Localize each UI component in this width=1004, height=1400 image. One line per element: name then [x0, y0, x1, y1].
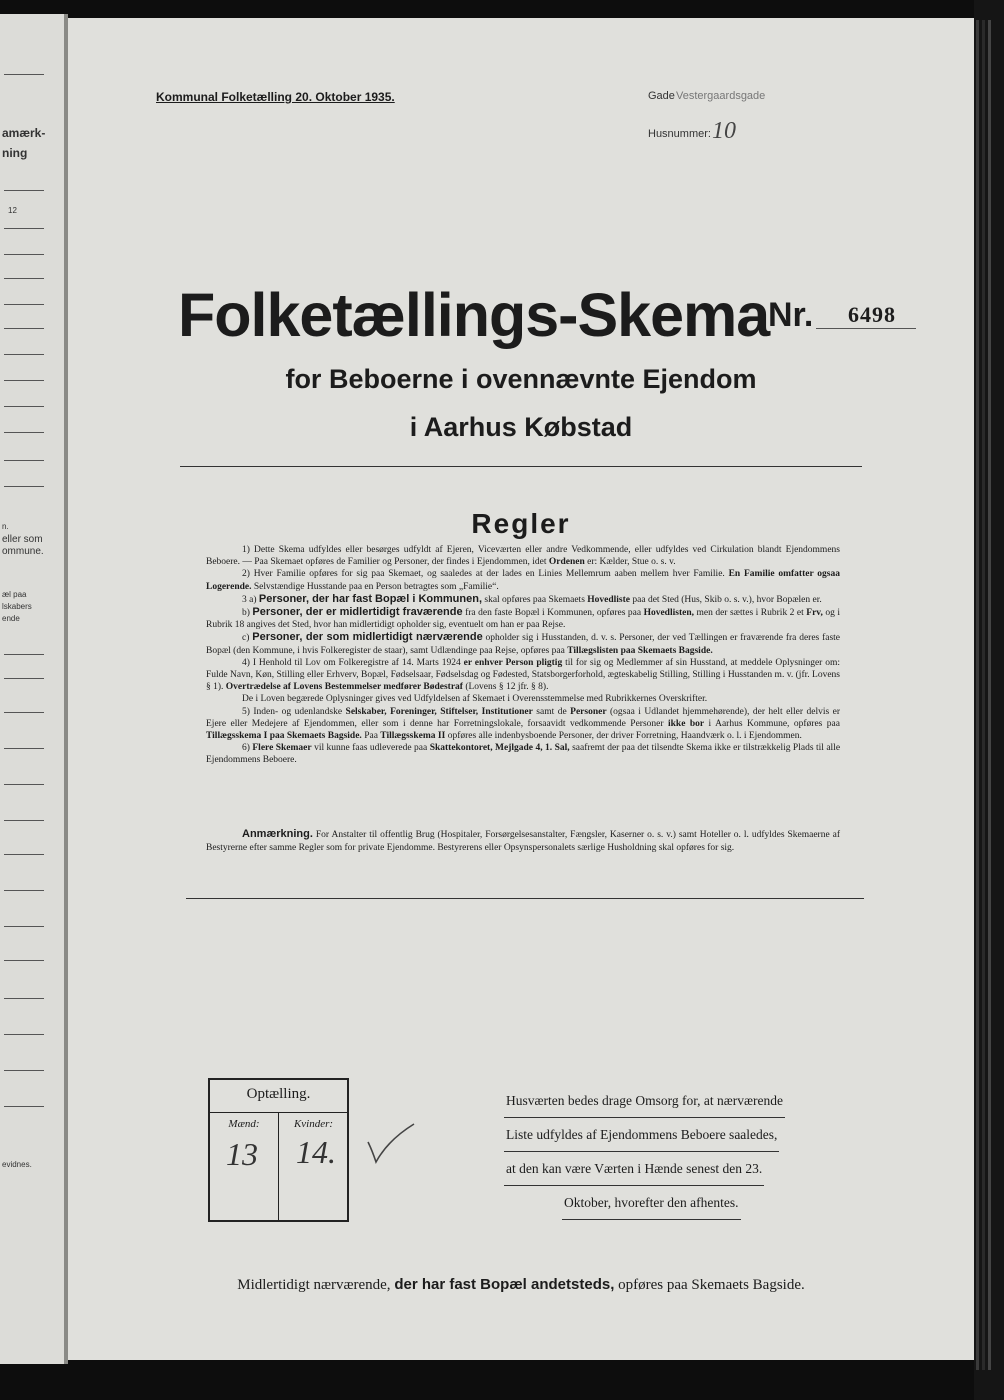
rule-6: [206, 742, 840, 766]
rule-text: b): [242, 608, 250, 619]
left-page-fragment: [0, 14, 64, 1364]
book-edge: [974, 0, 1004, 1400]
rule-text: i Aarhus Kommune, opføres paa: [708, 718, 840, 729]
rule-text: (Lovens § 12 jfr. § 8).: [465, 682, 549, 693]
rule-line: [4, 432, 44, 433]
rule-line: [4, 1034, 44, 1035]
fragment-text: æl paa: [2, 590, 27, 599]
rule-2: [206, 568, 840, 592]
box-divider: [278, 1112, 279, 1220]
rule-text: opføres alle indenbysboende Personer, der driver Forretning, Haandværk o. l. i Ejendommen.: [447, 731, 802, 742]
rule-text: skal opføres paa Skemaets: [484, 594, 585, 605]
rule-text: er: Kælder, Stue o. s. v.: [587, 557, 676, 568]
rule-4: [206, 657, 840, 694]
husnummer-value: 10: [712, 118, 736, 144]
rule-line: [4, 854, 44, 855]
rule-text: De i Loven begærede Oplysninger gives ved Udfyldelsen af Skemaet i Overensstemmelse med Rubrikkernes Overskrifter.: [242, 694, 708, 705]
rule-text: Selvstændige Husstande paa en Person betragtes som „Familie“.: [253, 581, 499, 592]
rule-text-bold: Skattekontoret, Mejlgade 4, 1. Sal,: [429, 743, 570, 754]
rule-5: [206, 706, 840, 743]
footer-text: opføres paa Skemaets Bagside.: [618, 1277, 805, 1293]
notice-line: Husværten bedes drage Omsorg for, at nærværende: [504, 1084, 785, 1118]
rule-1: [206, 544, 840, 568]
rule-text: 3 a): [242, 594, 257, 605]
subtitle-aarhus: i Aarhus Købstad: [409, 412, 633, 442]
rule-line: [4, 820, 44, 821]
fragment-text: ende: [2, 614, 20, 623]
rule-text: Paa: [364, 731, 378, 742]
fragment-text: evidnes.: [2, 1160, 32, 1169]
rule-text-bold: Tillægsskema II: [380, 731, 446, 742]
rule-text: opholder sig i Husstanden, d. v. s. Personer, der ved Tællingen er fraværende fra deres faste Bopæl (den Kommune, i hvis Folkeregister de staar), samt Udlændinge paa Rejse, opføres paa: [206, 633, 841, 656]
rule-line: [4, 380, 44, 381]
rule-text: (ogsaa i Udlandet hjemmehørende), der helt eller delvis er Ejere eller Medejere af Ejendommen, eller som i denne har Forretningslokale, forsaavidt vedkommende Personer: [206, 706, 841, 729]
gade-label: Gade: [648, 90, 675, 102]
subtitle-beboere: for Beboerne i ovennævnte Ejendom: [285, 364, 757, 394]
kvinder-count: 14.: [296, 1134, 336, 1170]
rule-text-bold: Personer, der er midlertidigt fraværende: [252, 606, 463, 619]
rule-text: c): [242, 633, 250, 644]
notice-line: Liste udfyldes af Ejendommens Beboere saaledes,: [504, 1118, 779, 1152]
rule-text-bold: Flere Skemaer: [252, 743, 312, 754]
census-header: Kommunal Folketælling 20. Oktober 1935.: [156, 90, 395, 104]
rule-line: [4, 1070, 44, 1071]
rule-line: [4, 678, 44, 679]
maend-label: Mænd:: [228, 1118, 260, 1130]
checkmark-icon: [366, 1120, 418, 1166]
fragment-text: n.: [2, 522, 9, 531]
page-title: Folketællings-Skema: [178, 281, 770, 349]
fragment-text: lskabers: [2, 602, 32, 611]
rule-text: 6): [242, 743, 250, 754]
footer-note: [68, 1276, 974, 1294]
rule-text-bold: Tillægsskema I paa Skemaets Bagside.: [206, 731, 362, 742]
rule-line: [4, 190, 44, 191]
rule-text: men der sættes i Rubrik 2 et: [696, 608, 804, 619]
rule-text-bold: En Familie omfatter ogsaa Logerende.: [206, 569, 840, 592]
rule-text: 2) Hver Familie opføres for sig paa Skemaet, og saaledes at der lades en Linies Mellemrum aaben mellem hver Familie.: [242, 569, 725, 580]
rule-4b: [206, 693, 840, 705]
rule-3a: [206, 593, 840, 606]
rule-text: fra den faste Bopæl i Kommunen, opføres paa: [465, 608, 642, 619]
rule-text-bold: Personer: [570, 706, 607, 717]
notice-line: Oktober, hvorefter den afhentes.: [562, 1186, 741, 1220]
rule-text: vil kunne faas udleverede paa: [314, 743, 428, 754]
rule-line: [4, 654, 44, 655]
rule-line: [4, 254, 44, 255]
maend-count: 13: [226, 1136, 258, 1172]
rule-text-bold: Hovedlisten,: [643, 608, 694, 619]
rule-line: [4, 998, 44, 999]
divider: [180, 466, 862, 467]
rule-text: og i Rubrik 18 angives det Sted, hvor han midlertidigt opholder sig, eventuelt om han er paa Rejse.: [206, 608, 841, 631]
rule-text: saafremt der paa det tilsendte Skema ikke er tilstrækkelig Plads til alle Ejendommens Beboere.: [206, 743, 841, 766]
fragment-text: eller som: [2, 534, 43, 545]
rule-line: [4, 486, 44, 487]
rule-line: [4, 74, 44, 75]
rule-3b: [206, 606, 840, 631]
nr-underline: [816, 328, 916, 329]
optaelling-title: Optælling.: [246, 1086, 311, 1102]
kvinder-label: Kvinder:: [293, 1118, 334, 1130]
rule-line: [4, 460, 44, 461]
rule-line: [4, 278, 44, 279]
fragment-text: ommune.: [2, 546, 44, 557]
rule-line: [4, 328, 44, 329]
fragment-text: ning: [2, 146, 28, 160]
rule-line: [4, 890, 44, 891]
divider: [186, 898, 864, 899]
rule-text-bold: Ordenen: [548, 557, 585, 568]
anmaerkning-note: [206, 828, 840, 854]
rule-text: samt de: [536, 706, 567, 717]
rule-text-bold: Frv,: [806, 608, 823, 619]
notice-line: at den kan være Værten i Hænde senest den 23.: [504, 1152, 764, 1186]
rule-line: [4, 784, 44, 785]
edge-strip: [982, 20, 985, 1370]
rule-line: [4, 748, 44, 749]
rule-text-bold: Overtrædelse af Lovens Bestemmelser medfører Bødestraf: [225, 682, 463, 693]
rule-text-bold: er enhver Person pligtig: [463, 657, 563, 668]
edge-strip: [988, 20, 991, 1370]
optaelling-box: [208, 1078, 349, 1222]
footer-text: Midlertidigt nærværende,: [237, 1277, 391, 1293]
rule-line: [4, 228, 44, 229]
rule-line: [4, 406, 44, 407]
husnummer-label: Husnummer:: [648, 128, 711, 140]
census-form-page: [68, 18, 974, 1360]
rule-text: 4) I Henhold til Lov om Folkeregistre af 14. Marts 1924: [242, 657, 461, 668]
rule-text-bold: ikke bor: [667, 718, 705, 729]
fragment-text: 12: [8, 206, 17, 215]
rule-text-bold: Tillægslisten paa Skemaets Bagside.: [567, 645, 713, 656]
rule-text-bold: Personer, der som midlertidigt nærværende: [252, 631, 483, 644]
rule-line: [4, 926, 44, 927]
rule-line: [4, 354, 44, 355]
rule-text: 1) Dette Skema udfyldes eller besørges udfyldt af Ejeren, Viceværten eller andre Vedkommende, eller udfyldes ved Cirkulation blandt Ejendommens Beboere. — Paa Skemaet opføres de Familier og Personer, der findes i Ejendommen, idet: [206, 545, 840, 568]
regler-heading: Regler: [471, 508, 571, 539]
anmaerkning-text: For Anstalter til offentlig Brug (Hospitaler, Forsørgelsesanstalter, Fængsler, Kaserner o. s. v.) samt Hoteller o. l. udfyldes Skemaerne af Bestyrerne efter samme Regler som for private Ejendomme. Bestyrerens eller Opsynspersonalets særlige Husholdning skal opføres for sig.: [206, 830, 841, 853]
fragment-text: amærk-: [2, 126, 46, 140]
skema-number: 6498: [848, 302, 896, 327]
rule-3c: [206, 631, 840, 656]
rules-text: [206, 544, 840, 767]
nr-label: Nr.: [768, 296, 814, 334]
rule-text: 5) Inden- og udenlandske: [242, 706, 343, 717]
host-notice: [504, 1084, 882, 1220]
rule-text: paa det Sted (Hus, Skib o. s. v.), hvor Bopælen er.: [632, 594, 822, 605]
footer-text-bold: der har fast Bopæl andetsteds,: [394, 1276, 615, 1293]
rule-line: [4, 304, 44, 305]
edge-strip: [976, 20, 979, 1370]
rule-text-bold: Selskaber, Foreninger, Stiftelser, Institutioner: [345, 706, 533, 717]
rule-text-bold: Personer, der har fast Bopæl i Kommunen,: [258, 592, 482, 605]
rule-line: [4, 960, 44, 961]
gade-value: Vestergaardsgade: [676, 90, 766, 102]
rule-line: [4, 1106, 44, 1107]
anmaerkning-label: Anmærkning.: [242, 828, 313, 840]
rule-text: til for sig og Medlemmer af sin Husstand, at meddele Oplysninger om: Fulde Navn, Køn, Stilling eller Erhverv, Bopæl, Fødselsaar, Fødselsdag og Fødested, Statsborgerforhold, ægteskabelig Stilling, Stilling i Husstanden m. v. (jfr. Lovens § 1).: [206, 657, 841, 693]
rule-line: [4, 712, 44, 713]
rule-text-bold: Hovedliste: [587, 594, 631, 605]
